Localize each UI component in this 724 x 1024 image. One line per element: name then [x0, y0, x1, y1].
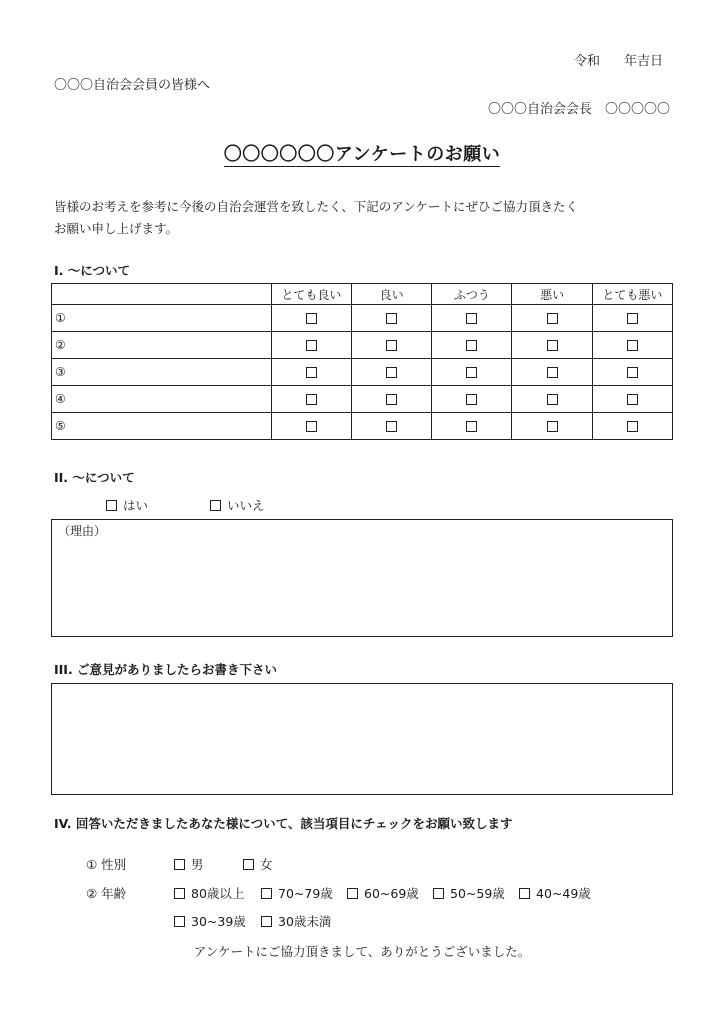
section-3-heading: III. ご意見がありましたらお書き下さい [54, 662, 278, 677]
rating-row [52, 413, 673, 440]
rating-checkbox[interactable] [466, 394, 477, 405]
rating-column-header: とても良い [271, 284, 351, 305]
rating-checkbox[interactable] [386, 394, 397, 405]
rating-cell [271, 359, 351, 386]
intro-line-1: 皆様のお考えを参考に今後の自治会運営を致したく、下記のアンケートにぜひご協力頂きたく [54, 199, 579, 214]
gender-option-label: 男 [191, 857, 204, 872]
rating-cell [351, 332, 431, 359]
rating-header-row [52, 284, 673, 305]
rating-cell [351, 305, 431, 332]
date-line [574, 50, 663, 69]
rating-column-header: 良い [351, 284, 431, 305]
rating-cell [592, 413, 672, 440]
rating-cell [432, 305, 512, 332]
rating-cell [592, 332, 672, 359]
rating-checkbox[interactable] [386, 340, 397, 351]
rating-cell [512, 305, 592, 332]
document-title-text: 〇〇〇〇〇〇アンケートのお願い [223, 144, 501, 165]
reason-textbox[interactable] [51, 519, 673, 637]
rating-checkbox[interactable] [466, 313, 477, 324]
rating-row-label: ⑤ [52, 413, 272, 440]
rating-cell [271, 386, 351, 413]
sender: 〇〇〇自治会会長 〇〇〇〇〇 [487, 102, 670, 117]
rating-checkbox[interactable] [547, 367, 558, 378]
reason-label: （理由） [58, 524, 107, 538]
rating-column-header: とても悪い [592, 284, 672, 305]
gender-option-label: 女 [260, 857, 273, 872]
rating-checkbox[interactable] [306, 421, 317, 432]
opinion-textbox[interactable] [51, 683, 673, 795]
age-option-label: 30歳未満 [278, 914, 332, 929]
age-option-label: 30~39歳 [191, 914, 246, 929]
yes-checkbox[interactable] [106, 500, 117, 511]
rating-cell [512, 359, 592, 386]
intro-text [54, 196, 674, 240]
rating-row-label: ① [52, 305, 272, 332]
rating-cell [432, 386, 512, 413]
age-option-checkbox[interactable] [174, 888, 185, 899]
rating-row [52, 359, 673, 386]
rating-header-blank [52, 284, 272, 305]
date-value: 年吉日 [624, 54, 664, 69]
rating-row-label: ③ [52, 359, 272, 386]
age-option-checkbox[interactable] [174, 916, 185, 927]
age-option-label: 60~69歳 [364, 886, 419, 901]
rating-checkbox[interactable] [386, 367, 397, 378]
rating-column-header: ふつう [432, 284, 512, 305]
rating-checkbox[interactable] [547, 340, 558, 351]
rating-checkbox[interactable] [627, 421, 638, 432]
rating-cell [592, 305, 672, 332]
rating-column-header: 悪い [512, 284, 592, 305]
age-label: ② 年齢 [86, 886, 127, 901]
age-option[interactable] [347, 884, 419, 902]
age-option[interactable] [261, 884, 333, 902]
rating-checkbox[interactable] [627, 340, 638, 351]
age-option[interactable] [261, 912, 331, 930]
rating-checkbox[interactable] [386, 313, 397, 324]
rating-cell [432, 359, 512, 386]
rating-checkbox[interactable] [306, 394, 317, 405]
rating-checkbox[interactable] [627, 367, 638, 378]
gender-label: ① 性別 [86, 857, 127, 872]
rating-cell [351, 386, 431, 413]
age-option[interactable] [519, 884, 591, 902]
rating-checkbox[interactable] [627, 394, 638, 405]
gender-option[interactable] [174, 855, 204, 873]
yes-option[interactable] [106, 496, 148, 514]
rating-checkbox[interactable] [547, 313, 558, 324]
rating-checkbox[interactable] [466, 340, 477, 351]
rating-checkbox[interactable] [547, 421, 558, 432]
rating-cell [512, 386, 592, 413]
addressee: 〇〇〇自治会会員の皆様へ [54, 78, 211, 93]
rating-table [51, 283, 673, 440]
rating-cell [351, 413, 431, 440]
rating-cell [351, 359, 431, 386]
no-label: いいえ [227, 498, 265, 513]
rating-cell [592, 359, 672, 386]
no-option[interactable] [210, 496, 265, 514]
age-option-label: 50~59歳 [450, 886, 505, 901]
age-option-checkbox[interactable] [433, 888, 444, 899]
section-4-heading: IV. 回答いただきましたあなた様について、該当項目にチェックをお願い致します [54, 816, 513, 831]
gender-option-checkbox[interactable] [174, 859, 185, 870]
date-era: 令和 [574, 54, 601, 69]
rating-cell [592, 386, 672, 413]
intro-line-2: お願い申し上げます。 [54, 221, 179, 236]
section-1-heading: I. 〜について [54, 263, 131, 278]
age-option[interactable] [174, 884, 244, 902]
rating-checkbox[interactable] [466, 421, 477, 432]
no-checkbox[interactable] [210, 500, 221, 511]
rating-checkbox[interactable] [306, 340, 317, 351]
rating-cell [271, 332, 351, 359]
gender-option-checkbox[interactable] [243, 859, 254, 870]
gender-option[interactable] [243, 855, 273, 873]
age-option-label: 80歳以上 [191, 886, 245, 901]
rating-cell [432, 413, 512, 440]
age-option-checkbox[interactable] [519, 888, 530, 899]
age-option-label: 70~79歳 [278, 886, 333, 901]
rating-checkbox[interactable] [466, 367, 477, 378]
rating-cell [271, 305, 351, 332]
rating-checkbox[interactable] [386, 421, 397, 432]
age-option-label: 40~49歳 [536, 886, 591, 901]
rating-checkbox[interactable] [306, 313, 317, 324]
age-option-checkbox[interactable] [261, 916, 272, 927]
yes-label: はい [123, 498, 149, 513]
age-option-checkbox[interactable] [261, 888, 272, 899]
rating-cell [512, 413, 592, 440]
rating-checkbox[interactable] [627, 313, 638, 324]
document-title [0, 140, 724, 166]
rating-row [52, 386, 673, 413]
rating-row [52, 305, 673, 332]
rating-checkbox[interactable] [547, 394, 558, 405]
section-2-heading: II. 〜について [54, 470, 135, 485]
rating-row-label: ② [52, 332, 272, 359]
rating-cell [512, 332, 592, 359]
rating-row-label: ④ [52, 386, 272, 413]
age-option-checkbox[interactable] [347, 888, 358, 899]
rating-cell [432, 332, 512, 359]
rating-checkbox[interactable] [306, 367, 317, 378]
rating-cell [271, 413, 351, 440]
closing-message: アンケートにご協力頂きまして、ありがとうございました。 [193, 944, 531, 959]
rating-row [52, 332, 673, 359]
age-option[interactable] [174, 912, 246, 930]
age-option[interactable] [433, 884, 505, 902]
